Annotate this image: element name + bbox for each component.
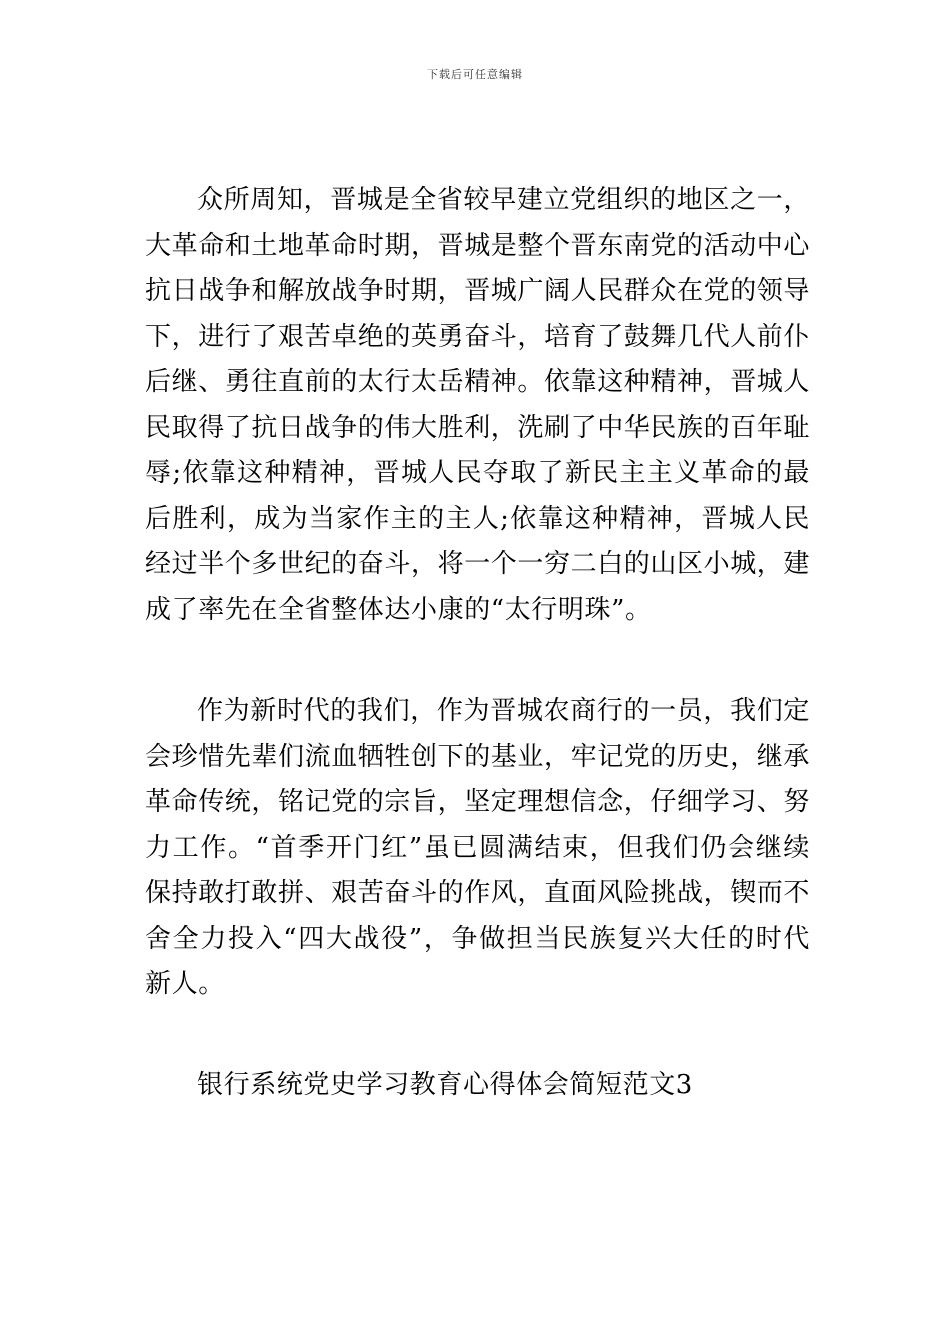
document-body xyxy=(145,178,810,1108)
section-title: 银行系统党史学习教育心得体会简短范文3 xyxy=(197,1069,693,1100)
paragraph-1: 众所周知，晋城是全省较早建立党组织的地区之一，大革命和土地革命时期，晋城是整个晋东南党的活动中心抗日战争和解放战争时期，晋城广阔人民群众在党的领导下，进行了艰苦卓绝的英勇奋斗，培育了鼓舞几代人前仆后继、勇往直前的太行太岳精神。依靠这种精神，晋城人民取得了抗日战争的伟大胜利，洗刷了中华民族的百年耻辱;依靠这种精神，晋城人民夺取了新民主主义革命的最后胜利，成为当家作主的主人;依靠这种精神，晋城人民经过半个多世纪的奋斗，将一个一穷二白的山区小城，建成了率先在全省整体达小康的“太行明珠”。 xyxy=(145,185,811,625)
header-note: 下载后可任意编辑 xyxy=(427,68,523,81)
paragraph-2: 作为新时代的我们，作为晋城农商行的一员，我们定会珍惜先辈们流血牺牲创下的基业，牢记党的历史，继承革命传统，铭记党的宗旨，坚定理想信念，仔细学习、努力工作。“首季开门红”虽已圆满结束，但我们仍会继续保持敢打敢拼、艰苦奋斗的作风，直面风险挑战，锲而不舍全力投入“四大战役”，争做担当民族复兴大任的时代新人。 xyxy=(145,696,811,999)
